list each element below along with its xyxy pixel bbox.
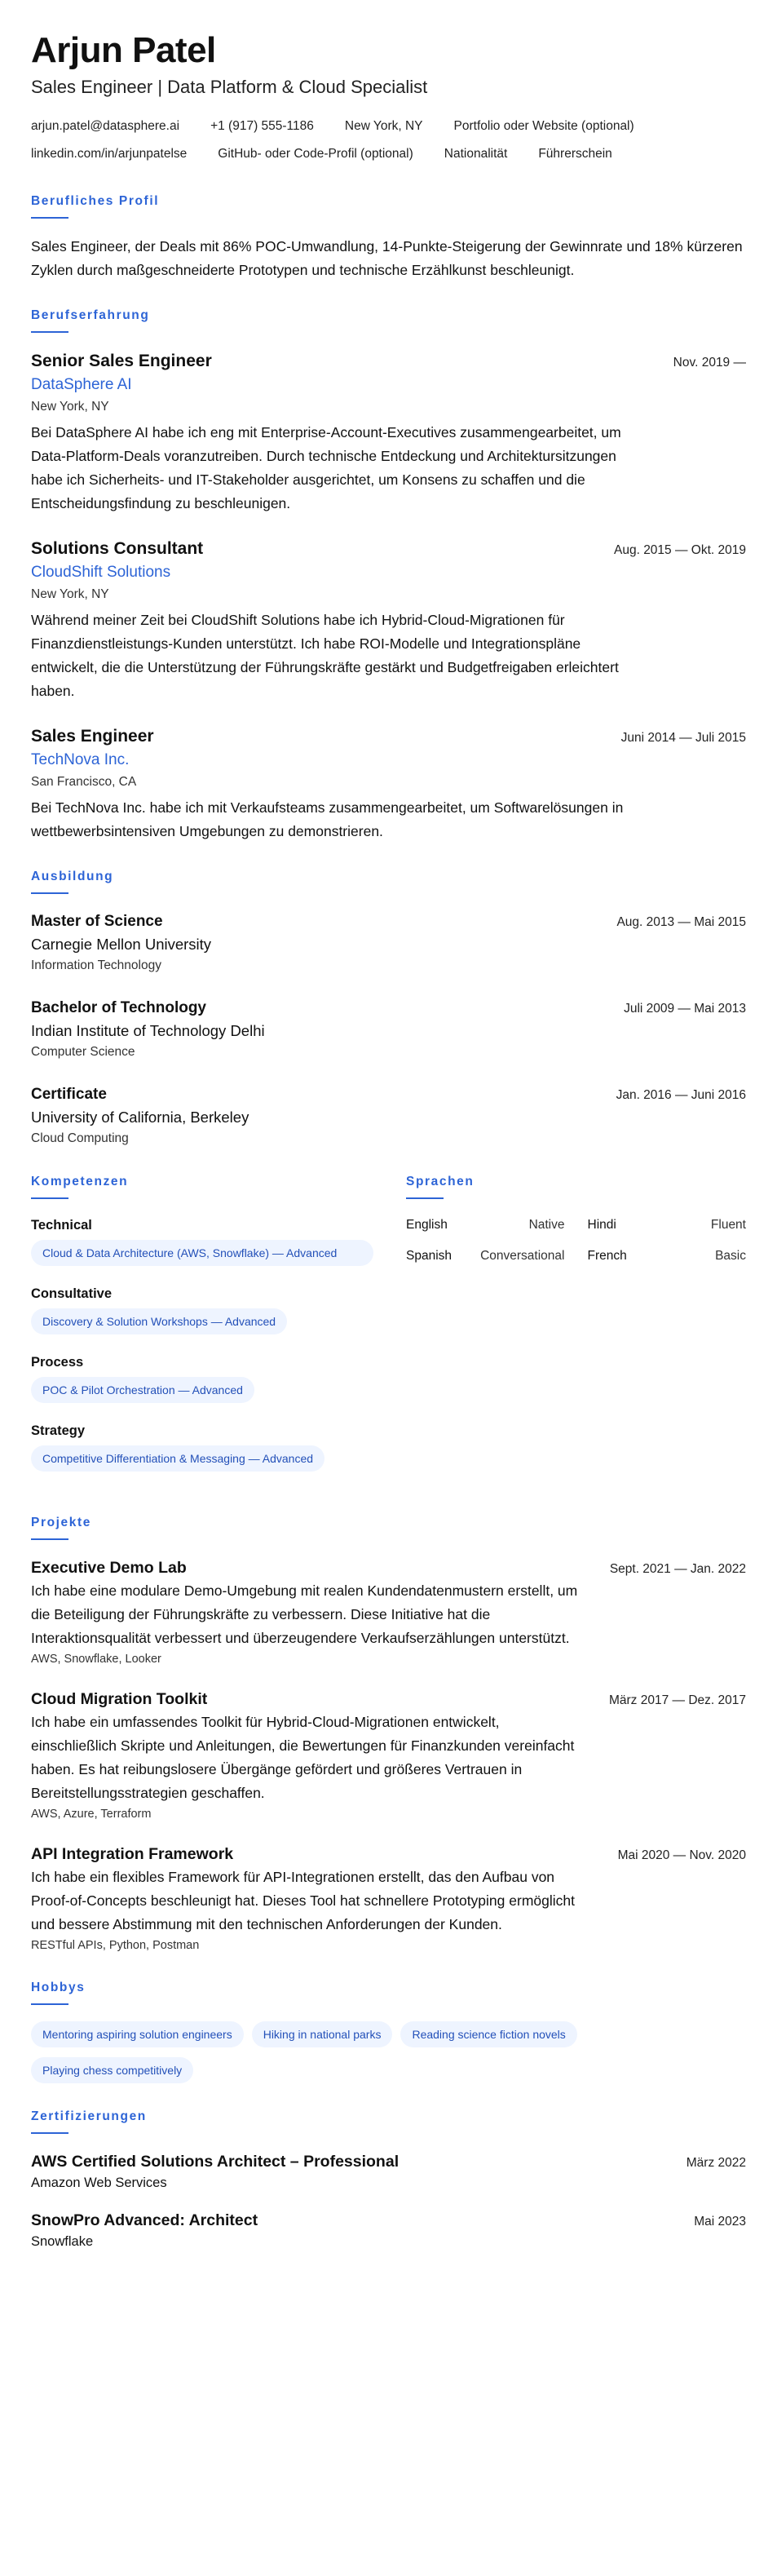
degree-title: Bachelor of Technology (31, 999, 207, 1016)
job-location: San Francisco, CA (31, 775, 137, 789)
language-item (588, 1215, 747, 1235)
language-name: Spanish (406, 1249, 453, 1263)
projects-section (31, 1514, 746, 1954)
project-description: Ich habe ein flexibles Framework für API-Integrationen erstellt, das den Aufbau von Proof-of-Concepts beschleunigt hat. Dieses Tool hat schnellere Prototyping ermöglicht und bessere Abstimmung mit den technischen Anforderungen der Kunden. (31, 1869, 575, 1932)
skill-chip: POC & Pilot Orchestration — Advanced (31, 1377, 254, 1403)
language-name: Hindi (587, 1218, 616, 1232)
section-title-education: Ausbildung (31, 870, 114, 883)
hobby-chip: Hiking in national parks (252, 2021, 393, 2047)
section-divider (31, 2132, 68, 2134)
project-tech: AWS, Azure, Terraform (31, 1808, 152, 1821)
contact-linkedin[interactable]: linkedin.com/in/arjunpatelse (31, 147, 188, 161)
education-entry (31, 910, 746, 976)
hobby-list (31, 2021, 683, 2083)
skills-section (31, 1173, 373, 1489)
education-dates: Juli 2009 — Mai 2013 (624, 1002, 746, 1016)
skill-category: Technical (31, 1218, 92, 1233)
job-company: TechNova Inc. (31, 751, 130, 768)
education-entry (31, 1083, 746, 1149)
section-divider (31, 1538, 68, 1540)
job-description: Während meiner Zeit bei CloudShift Solutions habe ich Hybrid-Cloud-Migrationen für Finanzdienstleistungs-Kunden unterstützt. Ich habe ROI-Modelle und Integrationspläne entwickelt, die die Unterstützung der Führungskräfte gestärkt und Budgetfreigaben erleichtert haben. (31, 612, 619, 699)
field-of-study: Cloud Computing (31, 1131, 129, 1145)
certifications-section (31, 2108, 746, 2251)
section-divider (31, 217, 68, 219)
language-list (406, 1215, 746, 1266)
hobbies-section (31, 1979, 746, 2083)
job-location: New York, NY (31, 587, 109, 601)
field-of-study: Computer Science (31, 1045, 135, 1059)
job-description: Bei TechNova Inc. habe ich mit Verkaufsteams zusammengearbeitet, um Softwarelösungen in wettbewerbsintensiven Umgebungen zu demonstrieren. (31, 799, 624, 839)
certification-entry (31, 2150, 746, 2193)
section-title-projects: Projekte (31, 1516, 91, 1529)
language-level: Native (528, 1218, 565, 1232)
experience-entry (31, 349, 746, 516)
contact-location: New York, NY (344, 119, 423, 133)
project-entry (31, 1556, 746, 1668)
contact-github[interactable]: GitHub- oder Code-Profil (optional) (218, 147, 413, 161)
section-title-certifications: Zertifizierungen (31, 2109, 147, 2123)
project-dates: Sept. 2021 — Jan. 2022 (609, 1562, 746, 1576)
contact-drivers-license: Führerschein (538, 147, 612, 161)
language-item (406, 1215, 565, 1235)
project-dates: März 2017 — Dez. 2017 (608, 1693, 746, 1707)
section-title-experience: Berufserfahrung (31, 308, 150, 322)
project-tech: AWS, Snowflake, Looker (31, 1653, 161, 1666)
candidate-headline: Sales Engineer | Data Platform & Cloud Specialist (31, 77, 428, 97)
section-title-skills: Kompetenzen (31, 1175, 129, 1188)
degree-title: Master of Science (31, 913, 163, 930)
degree-title: Certificate (31, 1086, 107, 1103)
project-entry (31, 1688, 746, 1823)
experience-entry (31, 537, 746, 703)
experience-section (31, 307, 746, 843)
language-name: French (587, 1249, 627, 1263)
section-title-hobbies: Hobbys (31, 1981, 86, 1994)
school-name: Carnegie Mellon University (31, 936, 212, 953)
section-divider (31, 331, 68, 333)
language-name: English (406, 1218, 448, 1232)
job-dates: Juni 2014 — Juli 2015 (620, 731, 746, 745)
job-company: DataSphere AI (31, 376, 132, 393)
job-title: Sales Engineer (31, 727, 154, 746)
certification-entry (31, 2209, 746, 2251)
project-description: Ich habe eine modulare Demo-Umgebung mit realen Kundendatenmustern erstellt, um die Beteiligung der Führungskräfte zu verbessern. Diese Initiative hat die Interaktionsqualität verbessert und überzeugendere Verkaufserzählungen unterstützt. (31, 1582, 578, 1646)
contact-nationality: Nationalität (444, 147, 508, 161)
certification-name: SnowPro Advanced: Architect (31, 2211, 258, 2229)
skill-chip: Competitive Differentiation & Messaging — Advanced (31, 1445, 324, 1472)
job-title: Solutions Consultant (31, 539, 204, 558)
school-name: University of California, Berkeley (31, 1109, 249, 1126)
skills-languages-row (31, 1173, 746, 1489)
skill-group (31, 1421, 373, 1472)
language-level: Conversational (480, 1249, 565, 1263)
job-company: CloudShift Solutions (31, 564, 171, 581)
project-dates: Mai 2020 — Nov. 2020 (617, 1848, 746, 1862)
certification-date: März 2022 (686, 2156, 746, 2170)
skill-chip: Discovery & Solution Workshops — Advanced (31, 1308, 287, 1334)
experience-entry (31, 724, 746, 843)
job-description: Bei DataSphere AI habe ich eng mit Enterprise-Account-Executives zusammengearbeitet, um Data-Platform-Deals voranzutreiben. Durch technische Entdeckung und Architektursitzungen habe ich Sicherheits- und IT-Stakeholder ausgerichtet, um Konsens zu schaffen und die Entscheidungsfindung zu beschleunigen. (31, 424, 621, 511)
language-item (406, 1246, 565, 1266)
section-title-profile: Berufliches Profil (31, 194, 160, 208)
certification-date: Mai 2023 (694, 2215, 746, 2229)
language-item (588, 1246, 747, 1266)
candidate-name: Arjun Patel (31, 30, 216, 70)
language-level: Basic (715, 1249, 746, 1263)
skill-group (31, 1215, 373, 1266)
school-name: Indian Institute of Technology Delhi (31, 1022, 265, 1039)
section-title-languages: Sprachen (406, 1175, 475, 1188)
project-name: Executive Demo Lab (31, 1559, 187, 1577)
section-divider (31, 892, 68, 894)
certification-issuer: Snowflake (31, 2234, 94, 2249)
skill-group (31, 1352, 373, 1403)
skill-chip: Cloud & Data Architecture (AWS, Snowflake) — Advanced (31, 1240, 373, 1266)
education-dates: Jan. 2016 — Juni 2016 (616, 1088, 746, 1102)
job-title: Senior Sales Engineer (31, 352, 212, 370)
profile-section (31, 193, 746, 282)
contact-portfolio[interactable]: Portfolio oder Website (optional) (453, 119, 634, 133)
education-entry (31, 997, 746, 1062)
skill-group (31, 1284, 373, 1334)
project-entry (31, 1843, 746, 1954)
contact-email[interactable]: arjun.patel@datasphere.ai (31, 119, 180, 133)
section-divider (406, 1197, 444, 1199)
skill-category: Process (31, 1355, 84, 1370)
certification-name: AWS Certified Solutions Architect – Professional (31, 2153, 400, 2171)
project-name: Cloud Migration Toolkit (31, 1690, 208, 1708)
certification-issuer: Amazon Web Services (31, 2175, 167, 2190)
section-divider (31, 1197, 68, 1199)
project-description: Ich habe ein umfassendes Toolkit für Hybrid-Cloud-Migrationen entwickelt, einschließlich Skripte und Anleitungen, die Bewertungen für Finanzkunden vereinfacht haben. Es hat reibungslosere Übergänge gefördert und größeres Vertrauen in Bereitstellungsstrategien geschaffen. (31, 1714, 575, 1801)
field-of-study: Information Technology (31, 958, 161, 972)
education-dates: Aug. 2013 — Mai 2015 (616, 915, 746, 929)
education-section (31, 868, 746, 1149)
language-level: Fluent (710, 1218, 746, 1232)
hobby-chip: Mentoring aspiring solution engineers (31, 2021, 244, 2047)
languages-section (406, 1173, 746, 1489)
hobby-chip: Reading science fiction novels (400, 2021, 576, 2047)
hobby-chip: Playing chess competitively (31, 2057, 193, 2083)
job-location: New York, NY (31, 400, 109, 414)
project-tech: RESTful APIs, Python, Postman (31, 1939, 200, 1952)
resume-header (31, 29, 746, 168)
project-name: API Integration Framework (31, 1845, 234, 1863)
skill-category: Consultative (31, 1286, 113, 1301)
job-dates: Aug. 2015 — Okt. 2019 (614, 543, 746, 557)
contact-list (31, 113, 724, 168)
contact-phone[interactable]: +1 (917) 555-1186 (210, 119, 314, 133)
section-divider (31, 2003, 68, 2005)
profile-summary: Sales Engineer, der Deals mit 86% POC-Umwandlung, 14-Punkte-Steigerung der Gewinnrate und 18% kürzeren Zyklen durch maßgeschneiderte Prototypen und technische Erzählkunst beschleunigt. (31, 238, 743, 278)
skill-category: Strategy (31, 1423, 86, 1438)
job-dates: Nov. 2019 — (673, 356, 746, 370)
